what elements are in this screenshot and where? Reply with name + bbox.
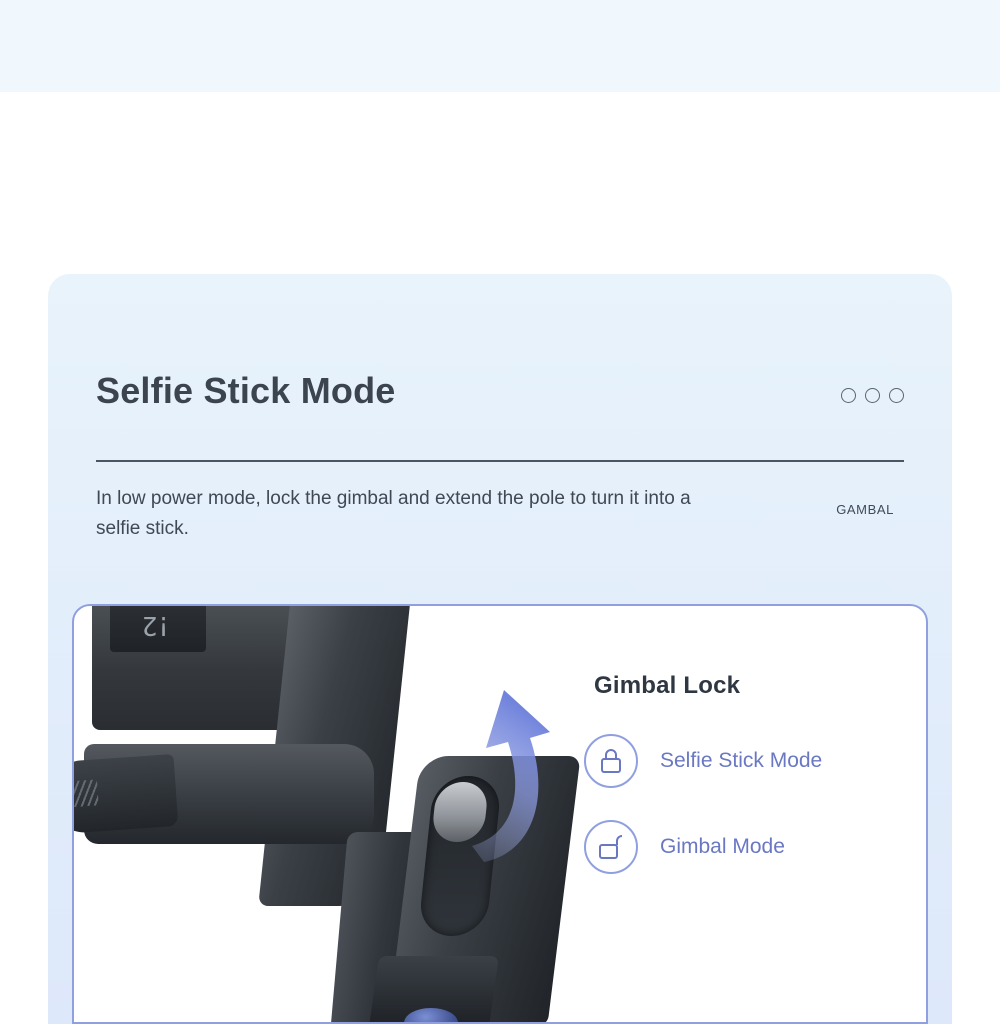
top-decorative-band [0,0,1000,92]
mode-label-gimbal: Gimbal Mode [660,835,785,858]
gimbal-lock-info [584,672,914,906]
card-header [96,370,904,446]
mode-label-selfie-stick: Selfie Stick Mode [660,749,823,772]
illustration-panel [72,604,928,1024]
mode-row-selfie-stick[interactable] [584,734,914,788]
lock-open-icon [584,820,638,874]
device-grip [72,754,178,834]
description-text: In low power mode, lock the gimbal and extend the pole to turn it into a selfie stick. [96,488,691,539]
device-grip-texture [72,779,99,807]
dot-3-icon [889,388,904,403]
mode-row-gimbal[interactable] [584,820,914,874]
title-divider [96,460,904,462]
dot-1-icon [841,388,856,403]
device-screen-text: !2 [144,610,172,640]
curved-up-arrow-icon [426,676,586,876]
lock-closed-icon [584,734,638,788]
menu-dots-icon[interactable] [841,388,904,403]
gimbal-lock-heading: Gimbal Lock [594,672,741,699]
brand-tag: GAMBAL [836,502,894,517]
page-title: Selfie Stick Mode [96,370,396,411]
description-row [96,484,904,544]
dot-2-icon [865,388,880,403]
selfie-stick-mode-card [48,274,952,1024]
